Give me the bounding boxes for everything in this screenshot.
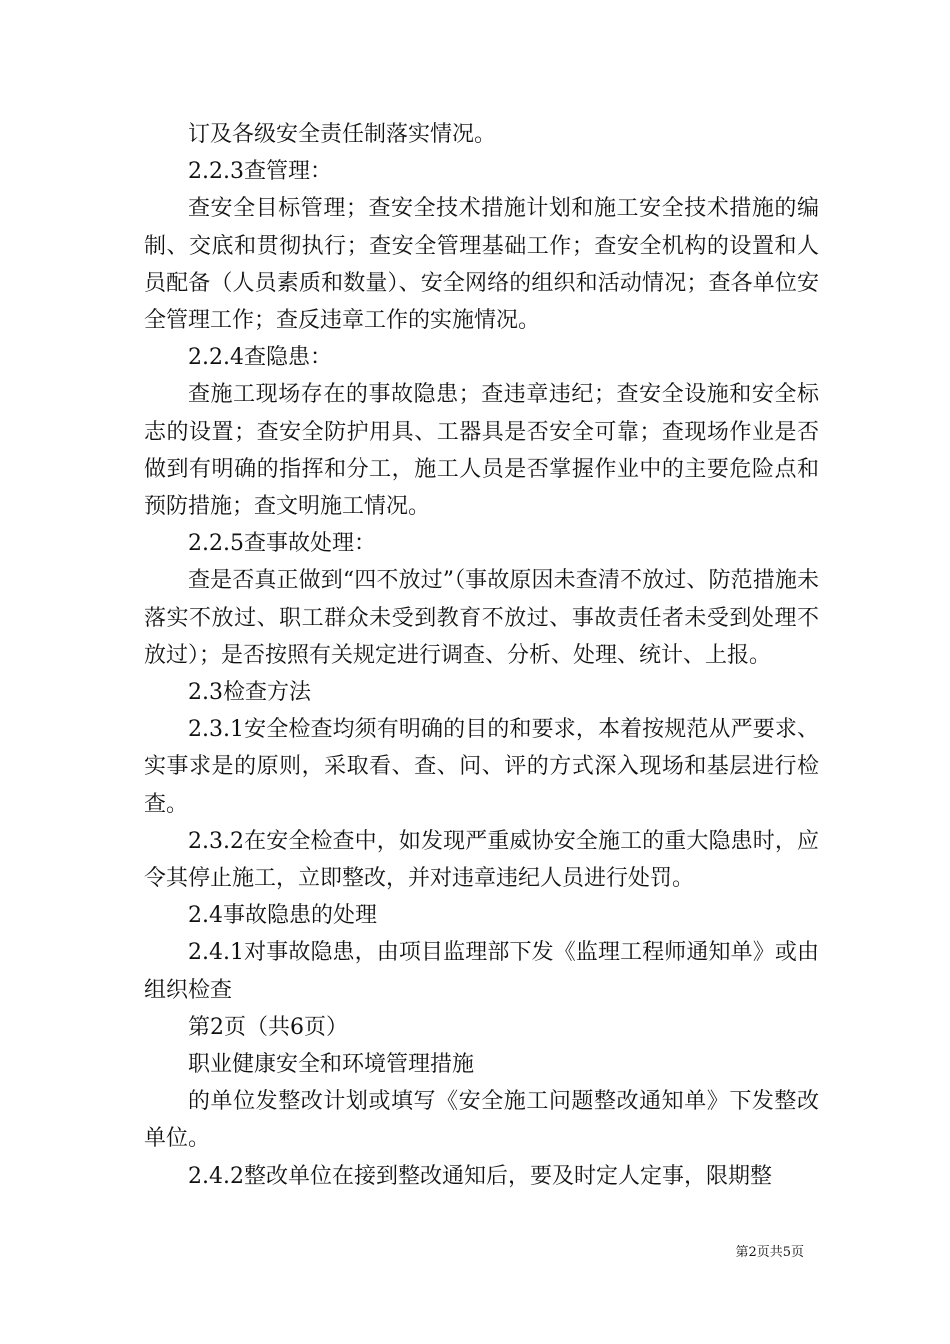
paragraph: 2.4.2整改单位在接到整改通知后，要及时定人定事，限期整 xyxy=(188,1163,772,1189)
document-body xyxy=(144,116,819,1195)
paragraph: 查是否真正做到“四不放过”（事故原因未查清不放过、防范措施未落实不放过、职工群众未受到教育不放过、事故责任者未受到处理不放过）；是否按照有关规定进行调查、分析、处理、统计、上报。 xyxy=(144,568,819,668)
paragraph: 查安全目标管理；查安全技术措施计划和施工安全技术措施的编制、交底和贯彻执行；查安全管理基础工作；查安全机构的设置和人员配备（人员素质和数量）、安全网络的组织和活动情况；查各单位安全管理工作；查反违章工作的实施情况。 xyxy=(144,196,819,334)
section-heading-2-2-5: 2.2.5查事故处理： xyxy=(188,531,376,557)
embedded-document-title: 职业健康安全和环境管理措施 xyxy=(188,1052,475,1078)
paragraph: 2.4.1对事故隐患，由项目监理部下发《监理工程师通知单》或由组织检查 xyxy=(144,940,819,1003)
paragraph: 订及各级安全责任制落实情况。 xyxy=(188,122,497,147)
paragraph: 查施工现场存在的事故隐患；查违章违纪；查安全设施和安全标志的设置；查安全防护用具、工器具是否安全可靠；查现场作业是否做到有明确的指挥和分工，施工人员是否掌握作业中的主要危险点和预防措施；查文明施工情况。 xyxy=(144,382,819,520)
page-footer: 第2页共5页 xyxy=(735,1245,804,1260)
embedded-page-marker: 第2页（共6页） xyxy=(188,1014,348,1040)
paragraph: 2.3.1安全检查均须有明确的目的和要求，本着按规范从严要求、实事求是的原则，采取看、查、问、评的方式深入现场和基层进行检查。 xyxy=(144,717,819,817)
paragraph: 2.3.2在安全检查中，如发现严重威协安全施工的重大隐患时，应令其停止施工，立即整改，并对违章违纪人员进行处罚。 xyxy=(144,828,819,892)
paragraph: 的单位发整改计划或填写《安全施工问题整改通知单》下发整改单位。 xyxy=(144,1089,819,1152)
section-heading-2-3: 2.3检查方法 xyxy=(188,680,311,706)
section-heading-2-2-4: 2.2.4查隐患： xyxy=(188,345,332,371)
section-heading-2-2-3: 2.2.3查管理： xyxy=(188,159,332,185)
section-heading-2-4: 2.4事故隐患的处理 xyxy=(188,903,377,929)
